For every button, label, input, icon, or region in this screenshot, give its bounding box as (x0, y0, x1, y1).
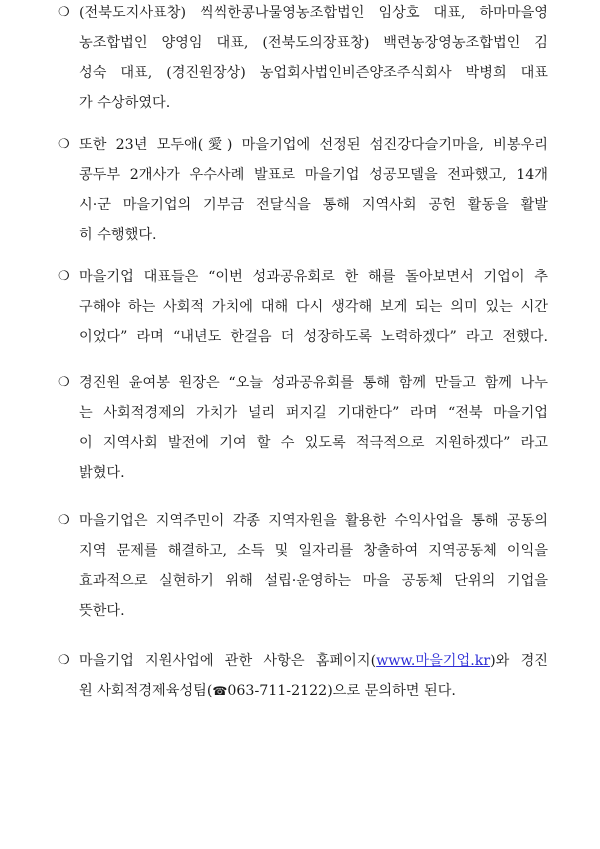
paragraph-case-presentation (58, 130, 548, 250)
bullet-icon: ❍ (58, 269, 70, 284)
paragraph-line: 효과적으로 실현하기 위해 설립·운영하는 마을 공동체 단위의 기업을 (79, 573, 548, 589)
paragraph-line: 또한 23년 모두애(愛) 마을기업에 선정된 섬진강다슬기마을, 비봉우리 (79, 137, 548, 153)
paragraph-line: 이었다” 라며 “내년도 한걸음 더 성장하도록 노력하겠다” 라고 전했다. (79, 329, 548, 345)
paragraph-line: 시·군 마을기업의 기부금 전달식을 통해 지역사회 공헌 활동을 활발 (79, 197, 548, 213)
paragraph-line: 이 지역사회 발전에 기여 할 수 있도록 적극적으로 지원하겠다” 라고 (79, 435, 548, 451)
contact-text: )와 경진 (490, 653, 548, 669)
paragraph-line: 콩두부 2개사가 우수사례 발표로 마을기업 성공모델을 전파했고, 14개 (79, 167, 548, 183)
paragraph-definition (58, 506, 548, 626)
bullet-icon: ❍ (58, 513, 70, 528)
bullet-icon: ❍ (58, 5, 70, 20)
homepage-link[interactable]: www.마을기업.kr (376, 653, 491, 669)
bullet-icon: ❍ (58, 375, 70, 390)
paragraph-line: 경진원 윤여봉 원장은 “오늘 성과공유회를 통해 함께 만들고 함께 나누 (79, 375, 548, 391)
paragraph-line: 밝혔다. (79, 465, 125, 481)
bullet-icon: ❍ (58, 653, 70, 668)
contact-text: 마을기업 지원사업에 관한 사항은 홈페이지( (79, 653, 377, 669)
paragraph-line: 성숙 대표, (경진원장상) 농업회사법인비즌양조주식회사 박병희 대표 (79, 65, 548, 81)
paragraph-contact (58, 646, 548, 706)
paragraph-line: 히 수행했다. (79, 227, 157, 243)
paragraph-line: 는 사회적경제의 가치가 널리 퍼지길 기대한다” 라며 “전북 마을기업 (79, 405, 548, 421)
paragraph-director-quote (58, 368, 548, 488)
paragraph-line: 지역 문제를 해결하고, 소득 및 일자리를 창출하여 지역공동체 이익을 (79, 543, 548, 559)
paragraph-line: (전북도지사표창) 씩씩한콩나물영농조합법인 임상호 대표, 하마마을영 (79, 5, 548, 21)
paragraph-line (58, 676, 548, 706)
paragraph-line: 뜻한다. (79, 603, 125, 619)
phone-number: 063-711-2122)으로 문의하면 된다. (227, 683, 456, 699)
paragraph-representatives-quote (58, 262, 548, 352)
paragraph-line: 가 수상하였다. (79, 95, 171, 111)
paragraph-line: 농조합법인 양영임 대표, (전북도의장표창) 백련농장영농조합법인 김 (79, 35, 548, 51)
paragraph-line: 구해야 하는 사회적 가치에 대해 다시 생각해 보게 되는 의미 있는 시간 (79, 299, 548, 315)
bullet-icon: ❍ (58, 137, 70, 152)
paragraph-line (58, 646, 548, 676)
contact-text: 원 사회적경제육성팀( (79, 683, 213, 699)
paragraph-line: 마을기업은 지역주민이 각종 지역자원을 활용한 수익사업을 통해 공동의 (79, 513, 548, 529)
paragraph-line: 마을기업 대표들은 “이번 성과공유회로 한 해를 돌아보면서 기업이 추 (79, 269, 548, 285)
phone-icon: ☎ (212, 684, 228, 698)
paragraph-awards (58, 0, 548, 118)
